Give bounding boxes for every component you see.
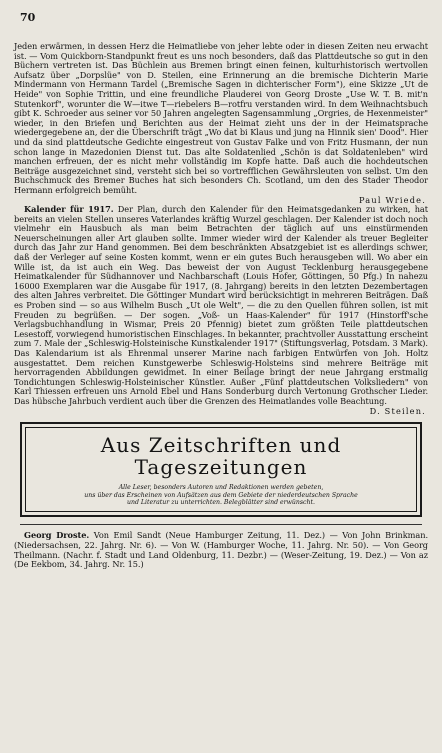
section-note-line-2: uns über das Erscheinen von Aufsätzen aus dem Gebiete der niederdeutschen Sprache	[84, 491, 358, 499]
bibliography-entry-text: Von Emil Sandt (Neue Hamburger Zeitung, 11. Dez.) — Von John Brinkman. (Niedersachsen, 22. Jahrg. Nr. 6). — Von W. (Hamburger Woche, 11. Jahrg. Nr. 50). — Von Georg Theilmann. (Nachr. f. Stadt und Land Oldenburg, 11. Dezbr.) — (Weser-Zeitung, 19. Dez.) — Von az (De Eekbom, 34. Jahrg. Nr. 15.)	[14, 530, 428, 570]
section-banner-inner	[25, 427, 417, 512]
section-title: Aus Zeitschriften und Tageszeitungen	[100, 433, 342, 480]
page-number: 70	[20, 11, 36, 24]
section-note-line-1: Alle Leser, besonders Autoren und Redaktionen werden gebeten,	[118, 484, 324, 492]
section-divider	[20, 524, 422, 525]
bibliography-entry	[14, 531, 428, 569]
section-banner	[20, 422, 422, 517]
calendar-review-heading: Kalender für 1917.	[24, 204, 114, 215]
section-note-line-3: und Literatur zu unterrichten. Belegblätter sind erwünscht.	[127, 498, 315, 506]
calendar-review-paragraph	[14, 205, 428, 406]
review-signature: Paul Wriede.	[358, 194, 426, 205]
review-paragraph: Jeden erwärmen, in dessen Herz die Heimatliebe von jeher lebte oder in diesen Zeiten neu erwacht ist. — Vom Quickborn-Standpunkt freut es uns noch besonders, daß das Plattdeutsche so gut in den Büchern vertreten ist. Das Büchlein aus Bremen bringt einen feinen, kulturhistorisch wertvollen Aufsatz über „Dorpslüe" von D. Steilen, eine Erinnerung an die bremische Dichterin Marie Mindermann von Hermann Tardel („Bremische Sagen in dichterischer Form"), eine Skizze „Ut de Heide" von Sophie Trittin, und eine freundliche Plauderei von Georg Droste „Use W. T. B. mit'n Stutenkorf", worunter die W—itwe T—riebelers B—rotfru verstanden wird. In dem Weihnachtsbuch gibt K. Schroeder aus seiner vor 50 Jahren angelegten Sagensammlung „Orgries, de Hexenmeister" wieder, in den Briefen und Berichten aus der Heimat zieht uns der in der Heimatsprache wiedergegebene an, der die Überschrift trägt „Wo dat bi Klaus und jung na Hinnik sien' Dood". Hier und da sind plattdeutsche Gedichte eingestreut von Gustav Falke und von Fritz Husmann, der nun schon lange in Mazedonien Dienst tut. Das alte Soldatenlied „Schön is dat Soldatenleben" wird manchen erfreuen, der es nicht mehr vollständig im Kopfe hatte. Daß auch die hochdeutschen Beiträge ausgezeichnet sind, versteht sich bei so vortrefflichen Gewährsleuten von selbst. Um den Buchschmuck des Bremer Buches hat sich besonders Ch. Scotland, um den des Stader Theodor Hermann erfolgreich bemüht.	[14, 41, 428, 195]
calendar-review-signature: D. Steilen.	[369, 405, 426, 416]
bibliography-entry-heading: Georg Droste.	[24, 530, 90, 541]
calendar-review-text: Der Plan, durch den Kalender für den Heimatsgedanken zu wirken, hat bereits an vielen Stellen unseres Vaterlandes kräftig Wurzel geschlagen. Der Kalender ist doch noch vielmehr ein Hausbuch als man beim Betrachten der täglich auf uns einstürmenden Neuerscheinungen aller Art glauben sollte. Immer wieder wird der Kalender als treuer Begleiter durch das Jahr zur Hand genommen. Bei dem beschränkten Absatzgebiet ist es allerdings schwer, daß der Verleger auf seine Kosten kommt, wenn er ein gutes Buch herausgeben will. Wo aber ein Wille ist, da ist auch ein Weg. Das beweist der von August Tecklenburg herausgegebene Heimatkalender für Südhannover und Nachbarschaft (Louis Hofer, Göttingen, 50 Pfg.) In nahezu 16000 Exemplaren war die Ausgabe für 1917, (8. Jahrgang) bereits in den letzten Dezembertagen des alten Jahres verbreitet. Die Göttinger Mundart wird berücksichtigt in mehreren Beiträgen. Daß es Proben sind — so aus Wilhelm Busch „Ut ole Welt", — die zu den Quellen führen sollen, ist mit Freuden zu begrüßen. — Der sogen. „Voß- un Haas-Kalender" für 1917 (Hinstorff'sche Verlagsbuchhandlung in Wismar, Preis 20 Pfennig) bietet zum größten Teile plattdeutschen Lesestoff, vorwiegend humoristischen Einschlages. In bekannter, prachtvoller Ausstattung erscheint zum 7. Male der „Schleswig-Holsteinische Kunstkalender 1917" (Stiftungsverlag, Potsdam. 3 Mark). Das Kalendarium ist als Ehrenmal unserer Marine nach farbigen Entwürfen von Joh. Holtz ausgestattet. Dem reichen Kunstgewerbe Schleswig-Holsteins sind mehrere Beiträge mit hervorragenden Abbildungen gewidmet. In einer Beilage bringt der neue Jahrgang erstmalig Tondichtungen Schleswig-Holsteinischer Künstler. Außer „Fünf plattdeutschen Volksliedern" von Karl Thiessen erfreuen uns Arnold Ebel und Hans Sonderburg durch Vertonung Grothscher Lieder. Das hübsche Jahrbuch verdient auch über die Grenzen des Heimatlandes volle Beachtung.	[14, 204, 429, 406]
